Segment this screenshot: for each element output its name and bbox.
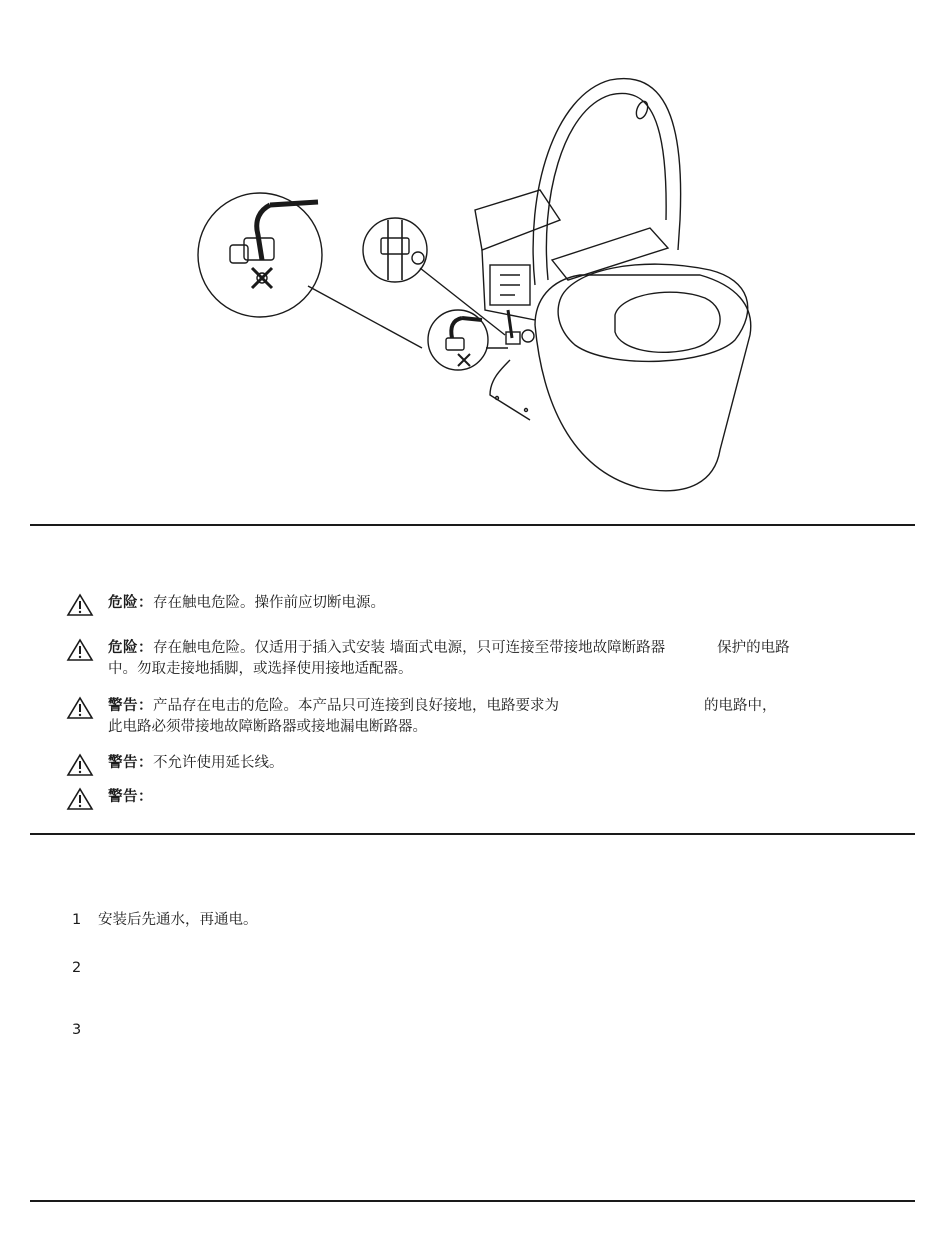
step-item <box>72 910 258 930</box>
small-valve-callout <box>428 310 508 370</box>
section-divider-middle <box>30 833 915 835</box>
warning-text-tail: 保护的电路 <box>717 640 790 656</box>
step-text: 安装后先通水，再通电。 <box>98 912 258 928</box>
warning-triangle-icon <box>66 593 94 617</box>
warning-keyword: 警告： <box>108 789 153 805</box>
warning-item <box>66 638 948 680</box>
step-item <box>72 958 98 978</box>
toilet-body <box>475 79 751 491</box>
warning-text-line2: 中。勿取走接地插脚，或选择使用接地适配器。 <box>108 661 413 677</box>
warning-triangle-icon <box>66 696 94 720</box>
warning-text: 产品存在电击的危险。本产品只可连接到良好接地，电路要求为 <box>153 698 559 714</box>
warning-text: 存在触电危险。仅适用于插入式安装 墙面式电源，只可连接至带接地故障断路器 <box>153 640 666 656</box>
warning-keyword: 警告： <box>108 698 153 714</box>
step-number: 2 <box>72 960 82 976</box>
section-divider-top <box>30 524 915 526</box>
warning-triangle-icon <box>66 753 94 777</box>
toilet-installation-illustration <box>190 70 760 500</box>
warning-item <box>66 593 385 614</box>
warning-text-line2: 此电路必须带接地故障断路器或接地漏电断路器。 <box>108 719 427 735</box>
warning-keyword: 危险： <box>108 640 153 656</box>
warning-text: 存在触电危险。操作前应切断电源。 <box>153 595 385 611</box>
warning-text-tail: 的电路中， <box>704 698 777 714</box>
section-divider-bottom <box>30 1200 915 1202</box>
warning-item <box>66 787 153 808</box>
warning-triangle-icon <box>66 787 94 811</box>
warning-keyword: 危险： <box>108 595 153 611</box>
warning-item <box>66 696 948 738</box>
warning-keyword: 警告： <box>108 755 153 771</box>
warning-text: 不允许使用延长线。 <box>153 755 284 771</box>
step-number: 3 <box>72 1022 82 1038</box>
warning-triangle-icon <box>66 638 94 662</box>
step-number: 1 <box>72 912 82 928</box>
step-item <box>72 1020 98 1040</box>
warning-item <box>66 753 284 774</box>
